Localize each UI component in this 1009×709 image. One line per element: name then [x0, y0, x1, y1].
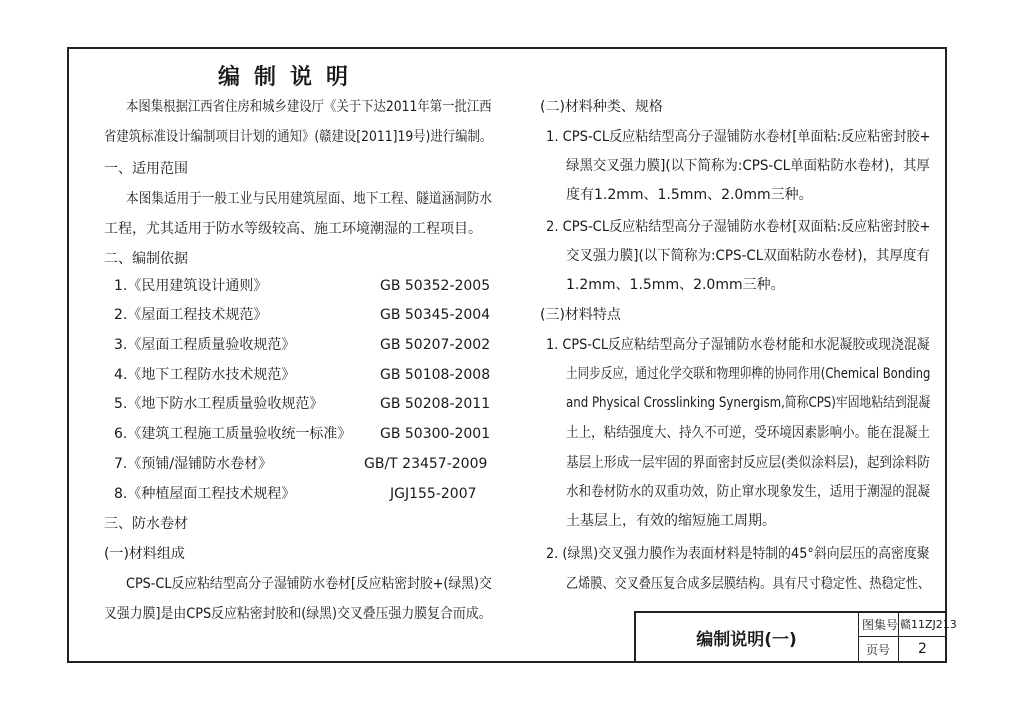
- spec-line: 交叉强力膜](以下简称为:CPS-CL双面粘防水卷材)，其厚度有: [566, 248, 930, 264]
- page-number-label: 页号: [866, 643, 891, 657]
- intro-line-1: 本图集根据江西省住房和城乡建设厅《关于下达2011年第一批江西: [126, 99, 492, 115]
- standard-name: 4.《地下工程防水技术规范》: [114, 367, 296, 383]
- title-block-divider: [858, 611, 859, 663]
- standard-name: 8.《种植屋面工程技术规程》: [114, 486, 296, 502]
- standard-code: GB 50345-2004: [380, 307, 491, 323]
- sheet-title: 编制说明(一): [696, 629, 797, 650]
- atlas-number-label: 图集号: [862, 618, 899, 632]
- scope-line-1: 本图集适用于一般工业与民用建筑屋面、地下工程、隧道涵洞防水: [126, 191, 492, 207]
- page-title: 编制说明: [218, 65, 363, 90]
- spec-line: 绿黑交叉强力膜](以下简称为:CPS-CL单面粘防水卷材)，其厚: [566, 158, 930, 174]
- standard-code: GB 50352-2005: [380, 278, 491, 294]
- feature-line: 1. CPS-CL反应粘结型高分子湿铺防水卷材能和水泥凝胶或现浇混凝: [546, 337, 930, 353]
- title-block-divider: [858, 636, 947, 637]
- intro-line-2: 省建筑标准设计编制项目计划的通知》(赣建设[2011]19号)进行编制。: [104, 129, 493, 145]
- subheading-features: (三)材料特点: [540, 307, 621, 323]
- scope-line-2: 工程，尤其适用于防水等级较高、施工环境潮湿的工程项目。: [104, 221, 482, 237]
- section-heading-scope: 一、适用范围: [104, 161, 188, 177]
- subheading-types: (二)材料种类、规格: [540, 99, 663, 115]
- standard-code: JGJ155-2007: [390, 486, 477, 502]
- standard-name: 2.《屋面工程技术规范》: [114, 307, 268, 323]
- spec-line: 2. CPS-CL反应粘结型高分子湿铺防水卷材[双面粘:反应粘密封胶+: [546, 219, 931, 235]
- section-heading-membrane: 三、防水卷材: [104, 516, 188, 532]
- standard-name: 7.《预铺/湿铺防水卷材》: [114, 456, 273, 472]
- atlas-number-value: 赣11ZJ213: [900, 618, 957, 631]
- spec-line: 1. CPS-CL反应粘结型高分子湿铺防水卷材[单面粘:反应粘密封胶+: [546, 129, 931, 145]
- standard-code: GB 50300-2001: [380, 426, 491, 442]
- feature-line: 土上，粘结强度大、持久不可逆，受环境因素影响小。能在混凝土: [566, 425, 930, 441]
- title-block-divider: [898, 611, 899, 663]
- feature-line: 土同步反应，通过化学交联和物理卯榫的协同作用(Chemical Bonding: [566, 366, 931, 382]
- feature-line: 土基层上，有效的缩短施工周期。: [566, 513, 776, 529]
- standard-code: GB 50108-2008: [380, 367, 491, 383]
- standard-code: GB 50208-2011: [380, 396, 491, 412]
- standard-name: 1.《民用建筑设计通则》: [114, 278, 268, 294]
- spec-line: 1.2mm、1.5mm、2.0mm三种。: [566, 277, 785, 293]
- feature-line: 乙烯膜、交叉叠压复合成多层膜结构。具有尺寸稳定性、热稳定性、: [566, 576, 930, 592]
- feature-line: 2. (绿黑)交叉强力膜作为表面材料是特制的45°斜向层压的高密度聚: [546, 546, 930, 562]
- section-heading-basis: 二、编制依据: [104, 251, 188, 267]
- subheading-composition: (一)材料组成: [104, 546, 185, 562]
- feature-line: 基层上形成一层牢固的界面密封反应层(类似涂料层)，起到涂料防: [566, 455, 930, 471]
- feature-line: 水和卷材防水的双重功效，防止窜水现象发生，适用于潮湿的混凝: [566, 484, 930, 500]
- standard-code: GB 50207-2002: [380, 337, 491, 353]
- composition-line-1: CPS-CL反应粘结型高分子湿铺防水卷材[反应粘密封胶+(绿黑)交: [126, 576, 492, 592]
- composition-line-2: 叉强力膜]是由CPS反应粘密封胶和(绿黑)交叉叠压强力膜复合而成。: [104, 606, 492, 622]
- standard-name: 3.《屋面工程质量验收规范》: [114, 337, 296, 353]
- standard-code: GB/T 23457-2009: [364, 456, 488, 472]
- standard-name: 5.《地下防水工程质量验收规范》: [114, 396, 324, 412]
- page-number-value: 2: [918, 641, 927, 657]
- spec-line: 度有1.2mm、1.5mm、2.0mm三种。: [566, 187, 813, 203]
- feature-line: and Physical Crosslinking Synergism,简称CPS)牢固地粘结到混凝: [566, 395, 931, 411]
- standard-name: 6.《建筑工程施工质量验收统一标准》: [114, 426, 352, 442]
